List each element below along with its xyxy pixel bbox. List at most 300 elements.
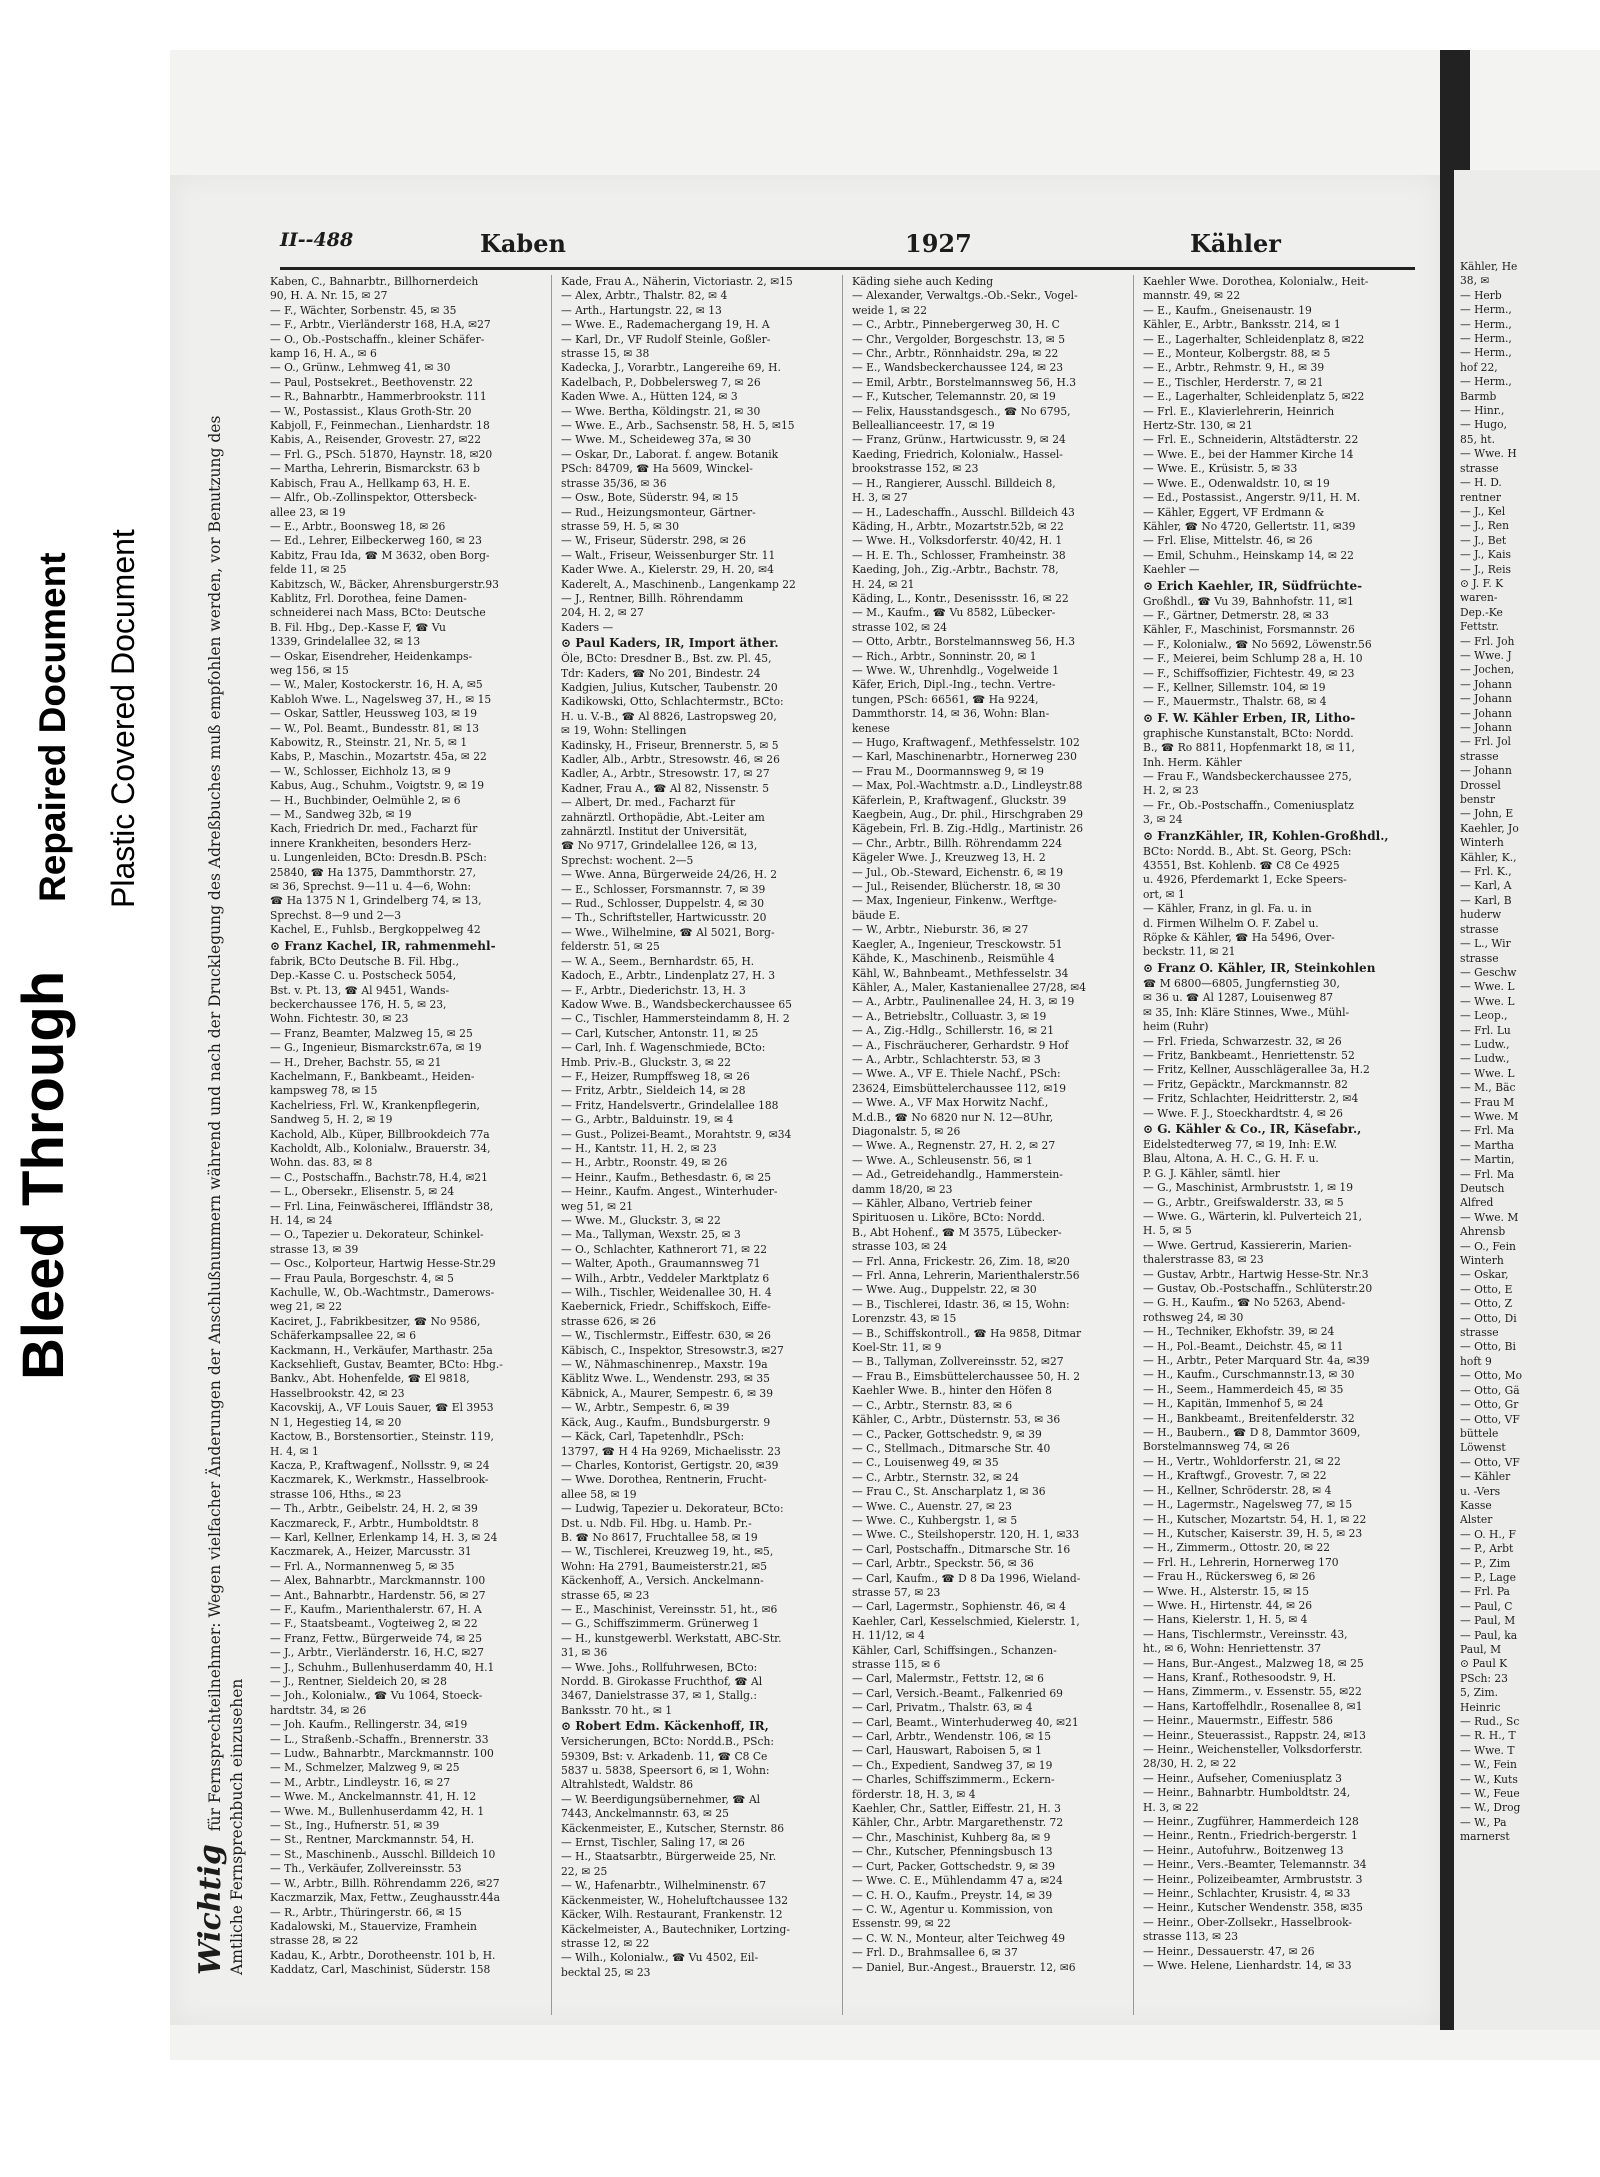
facing-entry: — L., Wir [1460, 937, 1511, 951]
directory-entry: — H., Kellner, Schröderstr. 28, ✉ 4 [1143, 1483, 1332, 1497]
directory-entry: B., ☎ Ro 8811, Hopfenmarkt 18, ✉ 11, [1143, 741, 1355, 755]
facing-entry: — Paul, C [1460, 1599, 1513, 1613]
directory-entry: brookstrasse 152, ✉ 23 [852, 462, 979, 476]
directory-entry: Kähler, Carl, Schiffsingen., Schanzen- [852, 1643, 1057, 1657]
directory-entry: — Heinr., Autofuhrw., Boitzenweg 13 [1143, 1843, 1344, 1857]
directory-entry: P. G. J. Kähler, sämtl. hier [1143, 1166, 1280, 1180]
column-4 [1143, 275, 1415, 2015]
directory-entry: Kähler, Chr., Arbtr. Margarethenstr. 72 [852, 1816, 1064, 1830]
directory-entry: — Chr., Kutscher, Pfenningsbusch 13 [852, 1845, 1053, 1859]
page-number: II--488 [280, 229, 354, 251]
directory-entry: — Th., Verkäufer, Zollvereinsstr. 53 [270, 1862, 462, 1876]
directory-entry: — Wwe. M., Anckelmannstr. 41, H. 12 [270, 1790, 477, 1804]
directory-entry: allee 58, ✉ 19 [561, 1487, 637, 1501]
directory-entry: — Gustav, Ob.-Postschaffn., Schlüterstr.20 [1143, 1282, 1373, 1295]
directory-entry: — Martha, Lehrerin, Bismarckstr. 63 b [270, 462, 480, 476]
directory-entry: Käckenmeister, E., Kutscher, Sternstr. 86 [561, 1821, 785, 1835]
directory-entry: Kacza, P., Kraftwagenf., Nollsstr. 9, ✉ 24 [270, 1458, 490, 1472]
directory-entry: B., Abt Hohenf., ☎ M 3575, Lübecker- [852, 1225, 1062, 1239]
directory-entry: — B., Tallyman, Zollvereinsstr. 52, ✉27 [852, 1355, 1064, 1369]
facing-entry: büttele [1460, 1426, 1499, 1440]
directory-entry: — H., Buchbinder, Oelmühle 2, ✉ 6 [270, 793, 461, 807]
directory-entry: — H., Lagermstr., Nagelsweg 77, ✉ 15 [1143, 1498, 1353, 1512]
directory-entry: — C., Stellmach., Ditmarsche Str. 40 [852, 1441, 1051, 1455]
directory-entry: — Joh. Kaufm., Rellingerstr. 34, ✉19 [270, 1718, 468, 1732]
directory-entry: Röpke & Kähler, ☎ Ha 5496, Over- [1143, 931, 1335, 945]
directory-entry: — Frau C., St. Anscharplatz 1, ✉ 36 [852, 1485, 1046, 1499]
directory-entry: — Ch., Expedient, Sandweg 37, ✉ 19 [852, 1758, 1053, 1772]
repaired-document-label: Repaired Document [32, 552, 73, 902]
directory-entry: — Wwe. Helene, Lienhardstr. 14, ✉ 33 [1143, 1959, 1352, 1973]
facing-entry: ⊙ Paul K [1460, 1657, 1508, 1671]
directory-entry: graphische Kunstanstalt, BCto: Nordd. [1143, 726, 1354, 740]
directory-entry: Kacovskij, A., VF Louis Sauer, ☎ El 3953 [270, 1401, 494, 1415]
directory-entry: 3467, Danielstrasse 37, ✉ 1, Stallg.: [561, 1689, 757, 1703]
directory-entry: — Jul., Reisender, Blücherstr. 18, ✉ 30 [852, 880, 1061, 894]
directory-entry: — W., Tischlermstr., Eiffestr. 630, ✉ 26 [561, 1329, 771, 1343]
directory-entry: Käck, Aug., Kaufm., Bundsburgerstr. 9 [561, 1415, 771, 1429]
directory-entry: Tdr: Kaders, ☎ No 201, Bindestr. 24 [561, 666, 761, 680]
facing-entry: u. -Vers [1460, 1484, 1501, 1498]
directory-entry: — Karl, Maschinenarbtr., Hornerweg 230 [852, 750, 1077, 764]
directory-entry: Kadoch, E., Arbtr., Lindenplatz 27, H. 3 [561, 969, 776, 983]
directory-entry: — Franz, Beamter, Malzweg 15, ✉ 25 [270, 1026, 473, 1040]
directory-entry: — F., Gärtner, Detmerstr. 28, ✉ 33 [1143, 608, 1329, 622]
directory-entry: — F., Kellner, Sillemstr. 104, ✉ 19 [1143, 680, 1326, 694]
facing-entry: Heinric [1460, 1700, 1501, 1714]
directory-entry: — J., Schuhm., Bullenhuserdamm 40, H.1 [270, 1660, 495, 1674]
directory-entry: — Wwe., Wilhelmine, ☎ Al 5021, Borg- [561, 925, 775, 939]
directory-columns [270, 275, 1415, 2015]
directory-entry: Kade, Frau A., Näherin, Victoriastr. 2, ✉15 [561, 275, 793, 288]
directory-entry: — Carl, Lagermstr., Sophienstr. 46, ✉ 4 [852, 1600, 1066, 1614]
directory-entry: — Heinr., Dessauerstr. 47, ✉ 26 [1143, 1944, 1315, 1958]
directory-entry: ht., ✉ 6, Wohn: Henriettenstr. 37 [1143, 1642, 1322, 1656]
directory-entry: — W. A., Seem., Bernhardstr. 65, H. [561, 954, 755, 968]
directory-entry: innere Krankheiten, besonders Herz- [270, 836, 472, 850]
directory-entry: Kaczmareck, F., Arbtr., Humboldtstr. 8 [270, 1516, 479, 1530]
directory-entry: strasse 115, ✉ 6 [852, 1658, 941, 1671]
facing-entry: hof 22, [1460, 360, 1498, 374]
directory-entry: — G., Schiffszimmerm. Grünerweg 1 [561, 1617, 760, 1631]
column-divider [1133, 275, 1134, 2015]
facing-entry: — Johann [1460, 721, 1512, 734]
directory-entry: Kadgien, Julius, Kutscher, Taubenstr. 20 [561, 680, 778, 694]
directory-entry: — Karl, Kellner, Erlenkamp 14, H. 3, ✉ 24 [270, 1530, 498, 1544]
directory-entry: ⊙ Erich Kaehler, IR, Südfrüchte- [1143, 578, 1363, 593]
header-rule [280, 267, 1415, 270]
directory-entry: — O., Grünw., Lehmweg 41, ✉ 30 [270, 361, 451, 375]
directory-entry: u. Lungenleiden, BCto: Dresdn.B. PSch: [270, 851, 487, 865]
directory-entry: Kabloh Wwe. L., Nagelsweg 37, H., ✉ 15 [270, 692, 492, 706]
directory-entry: — H., Rangierer, Ausschl. Billdeich 8, [852, 476, 1056, 490]
facing-entry: — Jochen, [1460, 663, 1515, 677]
facing-entry: — Herm., [1460, 303, 1512, 317]
directory-entry: H. 14, ✉ 24 [270, 1214, 333, 1227]
directory-entry: — Wwe. H., Hirtenstr. 44, ✉ 26 [1143, 1598, 1313, 1612]
notice-text-block [193, 415, 248, 1975]
directory-entry: Kachulle, W., Ob.-Wachtmstr., Damerows- [270, 1286, 495, 1300]
directory-entry: — Chr., Maschinist, Kuhberg 8a, ✉ 9 [852, 1830, 1051, 1844]
directory-entry: — Heinr., Weichensteller, Volksdorferstr. [1143, 1743, 1363, 1756]
directory-entry: Versicherungen, BCto: Nordd.B., PSch: [561, 1735, 774, 1749]
directory-entry: — Wwe. F. J., Stoeckhardtstr. 4, ✉ 26 [1143, 1106, 1343, 1120]
directory-entry: — Heinr., Mauermstr., Eiffestr. 586 [1143, 1714, 1333, 1728]
directory-entry: förderstr. 18, H. 3, ✉ 4 [852, 1787, 976, 1801]
directory-entry: Sprechst: wochent. 2—5 [561, 853, 694, 867]
directory-entry: — A., Arbtr., Paulinenallee 24, H. 3, ✉ 19 [852, 995, 1075, 1009]
directory-entry: — Wwe. A., Regnenstr. 27, H. 2, ✉ 27 [852, 1139, 1056, 1153]
directory-entry: Kaegbein, Aug., Dr. phil., Hirschgraben 29 [852, 808, 1084, 822]
directory-entry: — W., Postassist., Klaus Groth-Str. 20 [270, 404, 472, 418]
directory-entry: — Wilh., Kolonialw., ☎ Vu 4502, Eil- [561, 1951, 759, 1965]
facing-entry: — Hinr., [1460, 404, 1505, 418]
directory-entry: bäude E. [852, 908, 900, 922]
directory-entry: — Ludwig, Tapezier u. Dekorateur, BCto: [561, 1502, 784, 1516]
directory-entry: Kaddatz, Carl, Maschinist, Süderstr. 158 [270, 1963, 491, 1977]
directory-entry: 43551, Bst. Kohlenb. ☎ C8 Ce 4925 [1143, 859, 1340, 873]
facing-entry: marnerst [1460, 1830, 1510, 1844]
directory-entry: — Wwe. M., Scheideweg 37a, ✉ 30 [561, 433, 752, 447]
facing-entry: — W., Drog [1460, 1801, 1521, 1815]
directory-entry: Kabitzsch, W., Bäcker, Ahrensburgerstr.93 [270, 577, 499, 591]
directory-entry: — Walter, Apoth., Graumannsweg 71 [561, 1257, 761, 1271]
directory-entry: Eidelstedterweg 77, ✉ 19, Inh: E.W. [1143, 1137, 1338, 1151]
directory-entry: — Franz, Grünw., Hartwicusstr. 9, ✉ 24 [852, 433, 1066, 447]
directory-entry: — E., Lagerhalter, Schleidenplatz 5, ✉22 [1143, 390, 1365, 404]
directory-entry: Hasselbrookstr. 42, ✉ 23 [270, 1386, 405, 1400]
facing-entry: — Geschw [1460, 965, 1517, 979]
directory-entry: — Wwe. E., Krüsistr. 5, ✉ 33 [1143, 462, 1298, 476]
running-header [280, 225, 1420, 265]
directory-entry: — Käck, Carl, Tapetenhdlr., PSch: [561, 1430, 745, 1444]
directory-entry: — E., Arbtr., Boonsweg 18, ✉ 26 [270, 519, 446, 533]
directory-entry: ⊙ Franz O. Kähler, IR, Steinkohlen [1143, 960, 1376, 975]
directory-entry: — M., Arbtr., Lindleystr. 16, ✉ 27 [270, 1775, 451, 1789]
directory-entry: — W., Pol. Beamt., Bundesstr. 81, ✉ 13 [270, 721, 480, 735]
facing-entry: huderw [1460, 908, 1502, 922]
directory-entry: — Heinr., Schlachter, Krusistr. 4, ✉ 33 [1143, 1887, 1351, 1901]
directory-entry: u. 4926, Pferdemarkt 1, Ecke Speers- [1143, 873, 1347, 887]
facing-entry: — Wwe. T [1460, 1743, 1515, 1757]
directory-entry: — A., Zig.-Hdlg., Schillerstr. 16, ✉ 21 [852, 1024, 1055, 1038]
directory-entry: thalerstrasse 83, ✉ 23 [1143, 1253, 1264, 1267]
directory-entry: — F., Arbtr., Diederichstr. 13, H. 3 [561, 983, 746, 997]
directory-entry: — Osw., Bote, Süderstr. 94, ✉ 15 [561, 491, 739, 505]
facing-entry: Löwenst [1460, 1441, 1506, 1455]
facing-entry: — Karl, A [1460, 879, 1512, 893]
directory-entry: — Karl, Dr., VF Rudolf Steinle, Goßler- [561, 332, 771, 346]
directory-entry: — F., Kutscher, Telemannstr. 20, ✉ 19 [852, 390, 1056, 404]
directory-entry: schneiderei nach Mass, BCto: Deutsche [270, 606, 486, 620]
directory-entry: — G., Ingenieur, Bismarckstr.67a, ✉ 19 [270, 1041, 482, 1055]
directory-entry: — F., Meierei, beim Schlump 28 a, H. 10 [1143, 652, 1363, 666]
directory-entry: Kabus, Aug., Schuhm., Voigtstr. 9, ✉ 19 [270, 779, 485, 793]
directory-entry: strasse 59, H. 5, ✉ 30 [561, 519, 680, 533]
directory-entry: — Ma., Tallyman, Wexstr. 25, ✉ 3 [561, 1228, 741, 1242]
directory-entry: ✉ 19, Wohn: Stellingen [561, 724, 687, 738]
directory-entry: — Alfr., Ob.-Zollinspektor, Ottersbeck- [270, 491, 477, 505]
facing-entry: Barmb [1460, 389, 1497, 403]
directory-entry: H. 3, ✉ 27 [852, 491, 908, 505]
directory-entry: — H., Staatsarbtr., Bürgerweide 25, Nr. [561, 1850, 777, 1864]
directory-entry: Käckelmeister, A., Bautechniker, Lortzing- [561, 1922, 790, 1936]
directory-entry: — G. H., Kaufm., ☎ No 5263, Abend- [1143, 1296, 1346, 1310]
directory-entry: Kaehler Wwe. B., hinter den Höfen 8 [852, 1384, 1052, 1398]
directory-entry: — Kähler, Albano, Vertrieb feiner [852, 1197, 1032, 1210]
facing-entry: — Herm., [1460, 375, 1512, 389]
directory-entry: ✉ 35, Inh: Kläre Stinnes, Wwe., Mühl- [1143, 1005, 1350, 1019]
facing-entry: — J., Kais [1460, 548, 1511, 562]
directory-entry: Kaehler — [1143, 563, 1200, 577]
directory-entry: — A., Betriebsltr., Colluastr. 3, ✉ 19 [852, 1009, 1047, 1023]
directory-entry: Kähler, A., Maler, Kastanienallee 27/28, ✉4 [852, 980, 1087, 994]
directory-entry: Kaegler, A., Ingenieur, Tresckowstr. 51 [852, 937, 1063, 951]
directory-entry: — Carl, Beamt., Winterhuderweg 40, ✉21 [852, 1715, 1079, 1729]
directory-entry: Käbisch, C., Inspektor, Stresowstr.3, ✉27 [561, 1343, 784, 1357]
directory-entry: — L., Obersekr., Elisenstr. 5, ✉ 24 [270, 1185, 455, 1199]
facing-entry: — Johann [1460, 706, 1512, 720]
directory-entry: strasse 28, ✉ 22 [270, 1934, 359, 1948]
facing-entry: Dep.-Ke [1460, 605, 1503, 619]
facing-entry: — P., Zim [1460, 1556, 1511, 1570]
facing-entry: Ahrensb [1460, 1225, 1506, 1239]
directory-entry: 5837 u. 5838, Speersort 6, ✉ 1, Wohn: [561, 1764, 770, 1778]
directory-entry: — Felix, Hausstandsgesch., ☎ No 6795, [852, 404, 1071, 418]
directory-entry: M.d.B., ☎ No 6820 nur N. 12—8Uhr, [852, 1110, 1054, 1124]
directory-entry: — Heinr., Rentn., Friedrich-bergerstr. 1 [1143, 1829, 1358, 1843]
directory-entry: Kadelbach, P., Dobbelersweg 7, ✉ 26 [561, 375, 761, 389]
directory-entry: — Wwe. E., bei der Hammer Kirche 14 [1143, 447, 1354, 461]
directory-entry: — F., Wächter, Sorbenstr. 45, ✉ 35 [270, 303, 457, 317]
directory-entry: 1339, Grindelallee 32, ✉ 13 [270, 635, 421, 649]
facing-entry: waren- [1460, 591, 1498, 605]
directory-entry: — Kähler, Franz, in gl. Fa. u. in [1143, 902, 1312, 916]
directory-entry: — Wilh., Arbtr., Veddeler Marktplatz 6 [561, 1271, 770, 1285]
directory-entry: felde 11, ✉ 25 [270, 563, 347, 577]
directory-entry: Käding siehe auch Keding [852, 275, 994, 288]
directory-entry: Kablitz, Frl. Dorothea, feine Damen- [270, 591, 467, 605]
directory-entry: BCto: Nordd. B., Abt. St. Georg, PSch: [1143, 844, 1352, 858]
directory-entry: — F., Arbtr., Vierländerstr 168, H.A, ✉27 [270, 318, 491, 332]
directory-entry: Käckenmeister, W., Hoheluftchaussee 132 [561, 1893, 789, 1907]
directory-entry: — Chr., Vergolder, Borgeschstr. 13, ✉ 5 [852, 332, 1065, 346]
directory-entry: — H., Kaufm., Curschmannstr.13, ✉ 30 [1143, 1368, 1355, 1382]
directory-entry: — Wwe. Anna, Bürgerweide 24/26, H. 2 [561, 868, 778, 882]
directory-entry: — Fritz, Arbtr., Sieldeich 14, ✉ 28 [561, 1084, 746, 1098]
directory-entry: Kadecka, J., Vorarbtr., Langereihe 69, H. [561, 361, 781, 375]
directory-entry: Lorenzstr. 43, ✉ 15 [852, 1312, 957, 1326]
facing-entry: — Frau M [1460, 1095, 1515, 1109]
directory-entry: H. 4, ✉ 1 [270, 1444, 319, 1458]
directory-entry: strasse 113, ✉ 23 [1143, 1930, 1239, 1944]
directory-entry: kampsweg 78, ✉ 15 [270, 1084, 378, 1098]
directory-entry: strasse 13, ✉ 39 [270, 1242, 359, 1256]
facing-entry: — J., Bet [1460, 533, 1507, 547]
directory-entry: — H., Bankbeamt., Breitenfelderstr. 32 [1143, 1411, 1355, 1425]
facing-entry: Kähler, He [1460, 260, 1518, 273]
directory-entry: — Rud., Schlosser, Duppelstr. 4, ✉ 30 [561, 897, 765, 911]
directory-entry: — B., Schiffskontroll., ☎ Ha 9858, Ditmar [852, 1326, 1082, 1340]
facing-entry: — John, E [1460, 807, 1514, 821]
directory-entry: — Frl. D., Brahmsallee 6, ✉ 37 [852, 1946, 1018, 1960]
directory-entry: Großhdl., ☎ Vu 39, Bahnhofstr. 11, ✉1 [1143, 594, 1354, 608]
directory-entry: Kabisch, Frau A., Hellkamp 63, H. E. [270, 476, 471, 490]
facing-entry: 5, Zim. [1460, 1686, 1498, 1700]
directory-entry: strasse 35/36, ✉ 36 [561, 476, 667, 490]
directory-entry: — Wwe. M., Gluckstr. 3, ✉ 22 [561, 1214, 721, 1227]
facing-entry: — Wwe. L [1460, 980, 1515, 994]
facing-entry: — Otto, VF [1460, 1412, 1520, 1426]
directory-entry: — Oskar, Sattler, Heussweg 103, ✉ 19 [270, 707, 478, 721]
directory-entry: 13797, ☎ H 4 Ha 9269, Michaelisstr. 23 [561, 1444, 781, 1458]
directory-entry: strasse 626, ✉ 26 [561, 1314, 657, 1328]
directory-entry: Kadow Wwe. B., Wandsbeckerchaussee 65 [561, 997, 792, 1011]
facing-entry: — Wwe. J [1460, 648, 1512, 662]
directory-entry: Sprechst. 8—9 und 2—3 [270, 908, 402, 922]
directory-entry: Kaczmarek, K., Werkmstr., Hasselbrook- [270, 1473, 489, 1487]
directory-entry: 31, ✉ 36 [561, 1646, 608, 1660]
directory-entry: — W., Arbtr., Billh. Röhrendamm 226, ✉27 [270, 1876, 500, 1890]
directory-entry: — Frau F., Wandsbeckerchaussee 275, [1143, 770, 1352, 783]
directory-entry: — Frl. A., Normannenweg 5, ✉ 35 [270, 1559, 455, 1573]
directory-entry: — H., Zimmerm., Ottostr. 20, ✉ 22 [1143, 1541, 1331, 1555]
directory-entry: heim (Ruhr) [1143, 1020, 1209, 1034]
directory-entry: — Heinr., Kaufm., Bethesdastr. 6, ✉ 25 [561, 1170, 772, 1184]
directory-entry: Kachelmann, F., Bankbeamt., Heiden- [270, 1069, 475, 1083]
facing-entry: — Rud., Sc [1460, 1715, 1520, 1729]
directory-entry: — H., Kapitän, Immenhof 5, ✉ 24 [1143, 1397, 1324, 1411]
directory-entry: Wohn. das. 83, ✉ 8 [270, 1156, 373, 1170]
facing-entry: — Herb [1460, 288, 1502, 302]
facing-entry: ⊙ J. F. K [1460, 576, 1504, 590]
directory-entry: — H., Vertr., Wohldorferstr. 21, ✉ 22 [1143, 1454, 1341, 1468]
facing-entry: — Otto, Di [1460, 1311, 1517, 1325]
directory-entry: Käcker, Wilh. Restaurant, Frankenstr. 12 [561, 1908, 783, 1922]
directory-entry: — C. W. N., Monteur, alter Teichweg 49 [852, 1931, 1066, 1945]
directory-entry: 204, H. 2, ✉ 27 [561, 606, 644, 620]
directory-entry: Kabjoll, F., Feinmechan., Lienhardstr. 18 [270, 419, 490, 433]
directory-entry: — Otto, Arbtr., Borstelmannsweg 56, H.3 [852, 635, 1076, 649]
directory-entry: — Charles, Schiffszimmerm., Eckern- [852, 1773, 1055, 1787]
directory-entry: Kähde, K., Maschinenb., Reismühle 4 [852, 952, 1055, 966]
directory-entry: ⊙ F. W. Kähler Erben, IR, Litho- [1143, 710, 1356, 725]
header-last-name: Kähler [1190, 229, 1281, 258]
directory-entry: ☎ No 9717, Grindelallee 126, ✉ 13, [561, 839, 758, 853]
directory-entry: — Wwe. E., Arb., Sachsenstr. 58, H. 5, ✉15 [561, 419, 795, 433]
directory-entry: ⊙ Paul Kaders, IR, Import äther. [561, 636, 779, 651]
directory-entry: — C., Louisenweg 49, ✉ 35 [852, 1456, 999, 1470]
directory-entry: — Frau Paula, Borgeschstr. 4, ✉ 5 [270, 1271, 454, 1285]
facing-entry: — Oskar, [1460, 1268, 1509, 1282]
facing-entry: — Hugo, [1460, 418, 1507, 432]
directory-entry: Inh. Herm. Kähler [1143, 755, 1242, 769]
directory-entry: — Rich., Arbtr., Sonninstr. 20, ✉ 1 [852, 649, 1037, 663]
directory-entry: — R., Bahnarbtr., Hammerbrookstr. 111 [270, 390, 487, 404]
facing-entry: — Frl. Jol [1460, 735, 1511, 749]
directory-entry: H. 2, ✉ 23 [1143, 784, 1199, 798]
directory-entry: H. 11/12, ✉ 4 [852, 1629, 925, 1643]
directory-entry: Kaebernick, Friedr., Schiffskoch, Eiffe- [561, 1300, 771, 1314]
directory-entry: Käferlein, P., Kraftwagenf., Gluckstr. 39 [852, 793, 1067, 807]
directory-entry: ☎ Ha 1375 N 1, Grindelberg 74, ✉ 13, [270, 894, 482, 908]
directory-entry: — Wwe. H., Alsterstr. 15, ✉ 15 [1143, 1584, 1310, 1598]
directory-entry: Kägeler Wwe. J., Kreuzweg 13, H. 2 [852, 851, 1046, 865]
directory-entry: Kadalowski, M., Stauervize, Framhein [270, 1919, 477, 1933]
directory-entry: Kähl, W., Bahnbeamt., Methfesselstr. 34 [852, 966, 1069, 980]
directory-entry: Kaehler Wwe. Dorothea, Kolonialw., Heit- [1143, 275, 1369, 288]
directory-entry: strasse 103, ✉ 24 [852, 1240, 948, 1254]
directory-entry: — Wilh., Tischler, Weidenallee 30, H. 4 [561, 1286, 772, 1300]
directory-entry: zahnärztl. Orthopädie, Abt.-Leiter am [561, 810, 765, 824]
directory-entry: 59309, Bst: v. Arkadenb. 11, ☎ C8 Ce [561, 1749, 768, 1763]
directory-entry: weg 156, ✉ 15 [270, 663, 349, 677]
directory-entry: — Carl, Malermstr., Fettstr. 12, ✉ 6 [852, 1672, 1044, 1686]
facing-entry: — Otto, E [1460, 1282, 1513, 1296]
facing-entry: benstr [1460, 793, 1495, 807]
directory-entry: — Heinr., Bahnarbtr. Humboldtstr. 24, [1143, 1786, 1351, 1800]
directory-entry: strasse 15, ✉ 38 [561, 347, 650, 361]
directory-entry: weide 1, ✉ 22 [852, 303, 928, 317]
directory-entry: — Hans, Bur.-Angest., Malzweg 18, ✉ 25 [1143, 1656, 1364, 1670]
directory-entry: — Heinr., Ober-Zollsekr., Hasselbrook- [1143, 1915, 1353, 1929]
directory-entry: — Osc., Kolporteur, Hartwig Hesse-Str.29 [270, 1257, 496, 1271]
directory-entry: — Alex, Arbtr., Thalstr. 82, ✉ 4 [561, 289, 728, 303]
directory-entry: — Fritz, Kellner, Ausschlägerallee 3a, H.2 [1143, 1063, 1370, 1077]
directory-entry: — Walt., Friseur, Weissenburger Str. 11 [561, 548, 776, 562]
facing-entry: — Frl. Joh [1460, 634, 1515, 648]
scanned-spread [170, 50, 1600, 2060]
facing-entry: — Ludw., [1460, 1052, 1510, 1066]
directory-entry: Kaden Wwe. A., Hütten 124, ✉ 3 [561, 390, 738, 404]
facing-entry: — Frl. Pa [1460, 1585, 1510, 1599]
directory-entry: PSch: 84709, ☎ Ha 5609, Winckel- [561, 462, 753, 476]
directory-entry: Kadler, Alb., Arbtr., Stresowstr. 46, ✉ 26 [561, 753, 780, 766]
directory-entry: Borstelmannsweg 74, ✉ 26 [1143, 1440, 1290, 1454]
directory-entry: — Ed., Postassist., Angerstr. 9/11, H. M. [1143, 491, 1361, 505]
facing-entry: — Wwe. M [1460, 1109, 1519, 1123]
directory-entry: — Wwe. H., Volksdorferstr. 40/42, H. 1 [852, 534, 1063, 548]
directory-entry: Kabowitz, R., Steinstr. 21, Nr. 5, ✉ 1 [270, 736, 468, 749]
facing-entry: Fettstr. [1460, 620, 1499, 634]
directory-entry: — Frl. Anna, Lehrerin, Marienthalerstr.56 [852, 1269, 1080, 1283]
facing-entry: — W., Fein [1460, 1758, 1517, 1772]
directory-entry: — W., Nähmaschinenrep., Maxstr. 19a [561, 1358, 768, 1372]
annotation-labels [0, 380, 170, 1430]
directory-entry: ☎ M 6800—6805, Jungfernstieg 30, [1143, 976, 1340, 990]
directory-entry: — Heinr., Kaufm. Angest., Winterhuder- [561, 1185, 778, 1199]
directory-entry: Kabs, P., Maschin., Mozartstr. 45a, ✉ 22 [270, 750, 487, 764]
directory-entry: — Frl. H., Lehrerin, Hornerweg 170 [1143, 1555, 1339, 1569]
directory-entry: — W., Arbtr., Nieburstr. 36, ✉ 27 [852, 923, 1029, 937]
directory-entry: Kackmann, H., Verkäufer, Marthastr. 25a [270, 1343, 493, 1357]
directory-entry: Kadau, K., Arbtr., Dorotheenstr. 101 b, H. [270, 1948, 496, 1962]
directory-entry: — Carl, Privatm., Thalstr. 63, ✉ 4 [852, 1701, 1033, 1715]
directory-entry: 28/30, H. 2, ✉ 22 [1143, 1757, 1237, 1771]
directory-entry: ⊙ Franz Kachel, IR, rahmenmehl- [270, 938, 496, 953]
directory-entry: H. 5, ✉ 5 [1143, 1224, 1192, 1238]
facing-entry: Winterh [1460, 1254, 1504, 1268]
directory-entry: Käding, L., Kontr., Desenissstr. 16, ✉ 22 [852, 591, 1069, 605]
directory-entry: Kähler, F., Maschinist, Forsmannstr. 26 [1143, 623, 1355, 637]
directory-entry: — Wwe. A., VF Max Horwitz Nachf., [852, 1096, 1049, 1110]
directory-entry: — Frl. Elise, Mittelstr. 46, ✉ 26 [1143, 534, 1313, 548]
directory-entry: — Curt, Packer, Gottschedstr. 9, ✉ 39 [852, 1859, 1056, 1873]
directory-entry: — Wwe. G., Wärterin, kl. Pulverteich 21, [1143, 1209, 1362, 1223]
directory-entry: — A., Arbtr., Schlachterstr. 53, ✉ 3 [852, 1052, 1041, 1066]
notice-body: für Fernsprechteilnehmer: Wegen vielfacher Änderungen der Anschlußnummern während und nach der Drucklegung des Adreßbuches muß empfohlen werden, vor Benutzung des Amtliche Fernsprechbuch einzusehen [206, 415, 246, 1975]
facing-entry: Alster [1460, 1513, 1493, 1527]
